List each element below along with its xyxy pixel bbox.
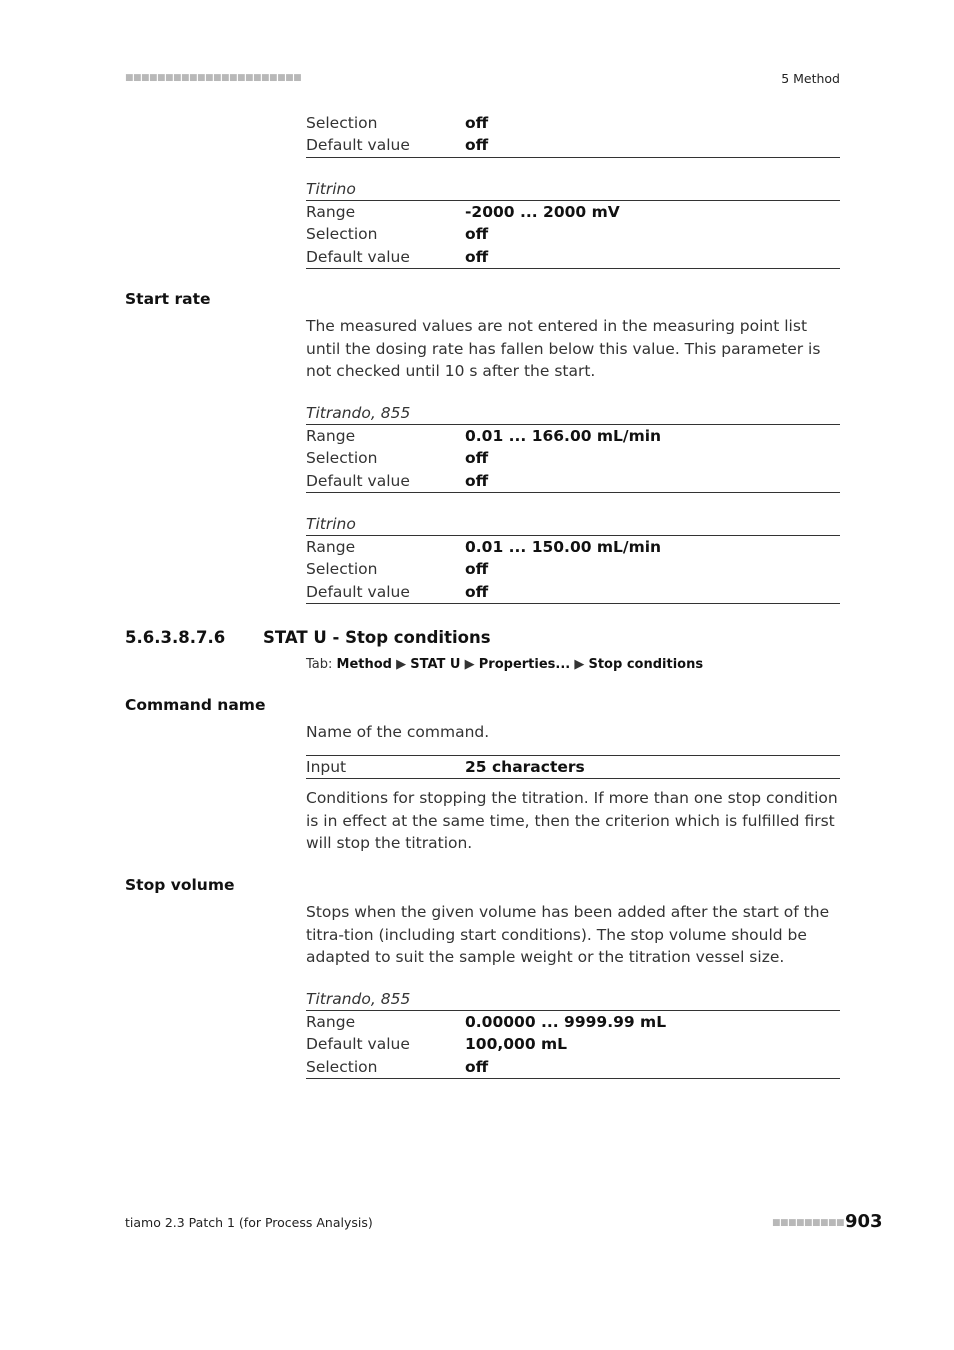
footer-product: tiamo 2.3 Patch 1 (for Process Analysis) (125, 1215, 373, 1230)
table-row: Default value 100,000 mL (306, 1035, 568, 1054)
command-name-description: Name of the command. (306, 723, 490, 741)
table-row: Default value off (306, 470, 840, 493)
breadcrumb-separator: ▶ (392, 657, 411, 672)
breadcrumb-item: Method (336, 657, 392, 672)
table-row: Range -2000 ... 2000 mV (306, 203, 620, 221)
breadcrumb-item: Properties... (478, 657, 571, 672)
table-caption: Titrando, 855 (306, 402, 840, 425)
breadcrumb-item: STAT U (410, 657, 461, 672)
table-row: Range 0.00000 ... 9999.99 mL (306, 1013, 667, 1031)
table-command-name (306, 755, 840, 779)
table-caption: Titrando, 855 (306, 988, 840, 1011)
table-row: Selection off (306, 1056, 840, 1079)
section-title: STAT U - Stop conditions (263, 628, 491, 647)
breadcrumb-item: Stop conditions (588, 657, 704, 672)
page-number: 903 (845, 1211, 883, 1232)
table-titrino-voltage (306, 178, 840, 269)
table-caption: Titrino (306, 178, 840, 201)
table-row: Default value off (306, 581, 840, 604)
table-start-rate-titrino (306, 513, 840, 604)
table-stop-volume-titrando (306, 988, 840, 1079)
table-row: Range 0.01 ... 166.00 mL/min (306, 427, 662, 445)
breadcrumb-separator: ▶ (460, 657, 479, 672)
table-row: Selection off (306, 114, 489, 132)
table-row: Input 25 characters (306, 756, 840, 779)
start-rate-description: The measured values are not entered in the measuring point list until the dosing rate has fallen below this value. This parameter is not checked until 10 s after the start. (306, 317, 821, 381)
stop-volume-heading: Stop volume (125, 876, 235, 894)
stop-volume-description: Stops when the given volume has been added after the start of the titra-tion (including start conditions). The stop volume should be adapted to suit the sample weight or the titration vessel size. (306, 903, 830, 967)
table-row: Selection off (306, 560, 489, 579)
footer-decoration: ■■■■■■■■■ (772, 1218, 845, 1228)
header-chapter: 5 Method (781, 71, 840, 86)
stop-conditions-description: Conditions for stopping the titration. If more than one stop condition is in effect at the same time, then the criterion which is fulfilled first will stop the titration. (306, 789, 838, 853)
command-name-heading: Command name (125, 696, 266, 714)
table-row: Range 0.01 ... 150.00 mL/min (306, 538, 662, 556)
table-caption: Titrino (306, 513, 840, 536)
section-number: 5.6.3.8.7.6 (125, 628, 226, 647)
tab-breadcrumb: Tab: Method ▶ STAT U ▶ Properties... ▶ Stop conditions (306, 657, 704, 672)
table-start-rate-titrando (306, 402, 840, 493)
start-rate-heading: Start rate (125, 290, 211, 308)
table-top (306, 112, 840, 158)
table-row: Default value off (306, 246, 840, 269)
header-decoration: ■■■■■■■■■■■■■■■■■■■■■■ (125, 73, 302, 83)
table-row: Selection off (306, 449, 489, 468)
breadcrumb-separator: ▶ (570, 657, 589, 672)
table-row: Default value off (306, 134, 840, 157)
table-row: Selection off (306, 225, 489, 244)
